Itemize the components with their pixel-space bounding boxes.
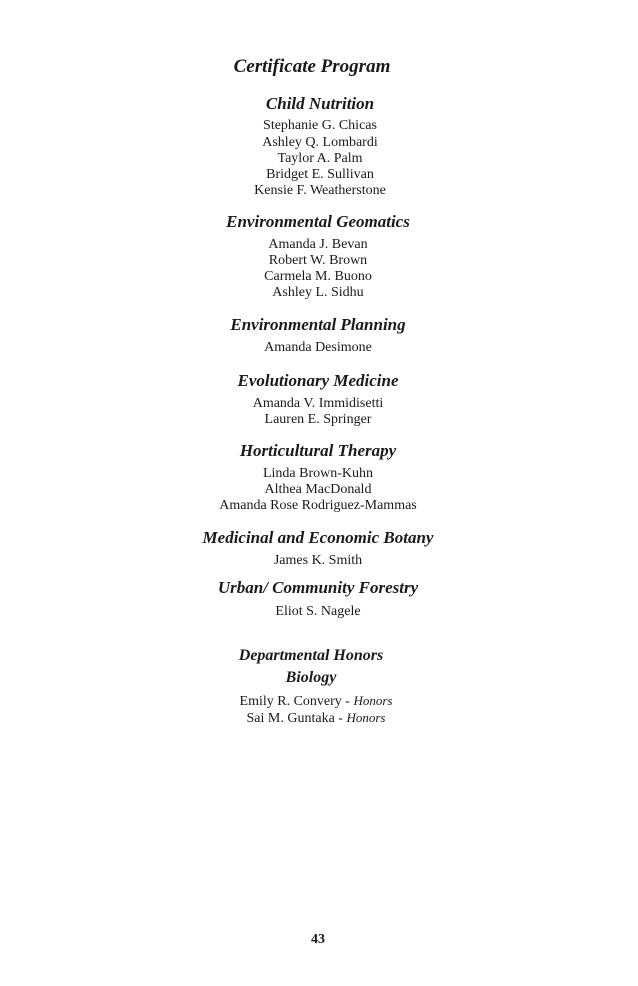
list-item: James K. Smith [273,553,363,568]
list-item: Carmela M. Buono [264,269,372,284]
honors-separator: - [341,694,354,709]
honors-tag: Honors [346,710,386,725]
list-item: Ashley L. Sidhu [272,285,364,300]
list-item: Amanda Desimone [264,340,372,355]
list-item: Amanda V. Immidisetti [252,396,384,411]
section-heading-urban-community-forestry: Urban/ Community Forestry [217,578,419,597]
section-heading-child-nutrition: Child Nutrition [265,94,375,113]
list-item: Kensie F. Weatherstone [254,183,386,198]
list-item: Robert W. Brown [268,253,368,268]
honors-tag: Honors [353,693,393,708]
honors-subject-biology: Biology [285,669,337,686]
departmental-honors-title: Departmental Honors [238,647,384,664]
list-item: Eliot S. Nagele [275,604,361,619]
honors-entry-name: Emily R. Convery [239,694,342,709]
section-heading-environmental-planning: Environmental Planning [230,315,406,334]
list-item: Stephanie G. Chicas [263,118,377,133]
section-heading-horticultural-therapy: Horticultural Therapy [239,441,397,460]
list-item: Althea MacDonald [264,482,372,497]
certificate-program-title: Certificate Program [233,56,391,77]
honors-entry-name: Sai M. Guntaka [246,711,335,726]
list-item: Amanda J. Bevan [268,237,368,252]
honors-entry [106,692,526,710]
list-item: Lauren E. Springer [264,412,372,427]
list-item: Bridget E. Sullivan [266,167,374,182]
section-heading-evolutionary-medicine: Evolutionary Medicine [237,371,399,390]
list-item: Ashley Q. Lombardi [262,135,378,150]
section-heading-environmental-geomatics: Environmental Geomatics [226,212,410,231]
honors-entry [106,709,526,727]
list-item: Linda Brown-Kuhn [262,466,374,481]
list-item: Amanda Rose Rodriguez-Mammas [219,498,417,513]
page-number: 43 [311,932,325,947]
list-item: Taylor A. Palm [277,151,363,166]
section-heading-medicinal-economic-botany: Medicinal and Economic Botany [202,528,434,547]
honors-separator: - [334,711,347,726]
